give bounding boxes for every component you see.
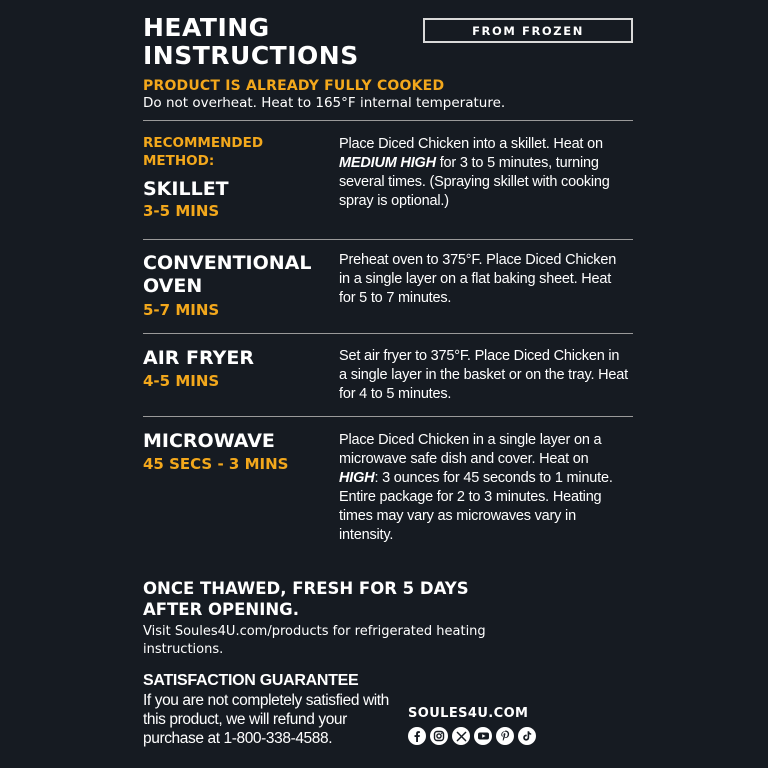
guarantee-text: If you are not completely satisfied with this product, we will refund your purchase at 1-800-338-4588. [143, 692, 389, 747]
divider [143, 416, 633, 417]
method-name: AIR FRYER [143, 347, 254, 369]
divider [143, 333, 633, 334]
tiktok-icon[interactable] [518, 727, 536, 745]
recommended-label: RECOMMENDED METHOD: [143, 135, 264, 169]
method-name: MICROWAVE [143, 430, 275, 452]
method-time: 3-5 MINS [143, 202, 220, 220]
from-frozen-badge: FROM FROZEN [423, 18, 633, 43]
guarantee-title: SATISFACTION GUARANTEE [143, 672, 359, 689]
divider [143, 120, 633, 121]
method-name: SKILLET [143, 178, 229, 200]
website-link[interactable]: SOULES4U.COM [408, 706, 529, 721]
fully-cooked-notice: PRODUCT IS ALREADY FULLY COOKED [143, 78, 445, 94]
refrigerated-instructions-note: Visit Soules4U.com/products for refrigerated heating instructions. [143, 624, 486, 657]
page-title: HEATING INSTRUCTIONS [143, 13, 359, 70]
freshness-notice: ONCE THAWED, FRESH FOR 5 DAYS AFTER OPENING. [143, 579, 469, 619]
method-air-fryer [143, 347, 254, 391]
instagram-icon[interactable] [430, 727, 448, 745]
method-time: 45 SECS - 3 MINS [143, 455, 289, 473]
x-icon[interactable] [452, 727, 470, 745]
method-description: Place Diced Chicken into a skillet. Heat on MEDIUM HIGH for 3 to 5 minutes, turning several times. (Spraying skillet with cooking spray is optional.) [339, 136, 610, 209]
youtube-icon[interactable] [474, 727, 492, 745]
facebook-icon[interactable] [408, 727, 426, 745]
method-description: Place Diced Chicken in a single layer on a microwave safe dish and cover. Heat on HIGH: 3 ounces for 45 seconds to 1 minute. Entire package for 2 to 3 minutes. Heating times may vary as microwaves vary in intensity. [339, 432, 613, 543]
pinterest-icon[interactable] [496, 727, 514, 745]
method-time: 4-5 MINS [143, 372, 220, 390]
overheat-notice: Do not overheat. Heat to 165°F internal temperature. [143, 95, 506, 111]
method-skillet [143, 134, 263, 221]
method-microwave [143, 430, 288, 474]
social-icons [408, 727, 536, 745]
method-time: 5-7 MINS [143, 301, 220, 319]
method-name: CONVENTIONAL OVEN [143, 252, 312, 297]
method-conventional-oven [143, 252, 311, 320]
method-description: Set air fryer to 375°F. Place Diced Chicken in a single layer in the basket or on the tray. Heat for 4 to 5 minutes. [339, 348, 628, 402]
method-description: Preheat oven to 375°F. Place Diced Chicken in a single layer on a flat baking sheet. Heat for 5 to 7 minutes. [339, 252, 617, 306]
divider [143, 239, 633, 240]
